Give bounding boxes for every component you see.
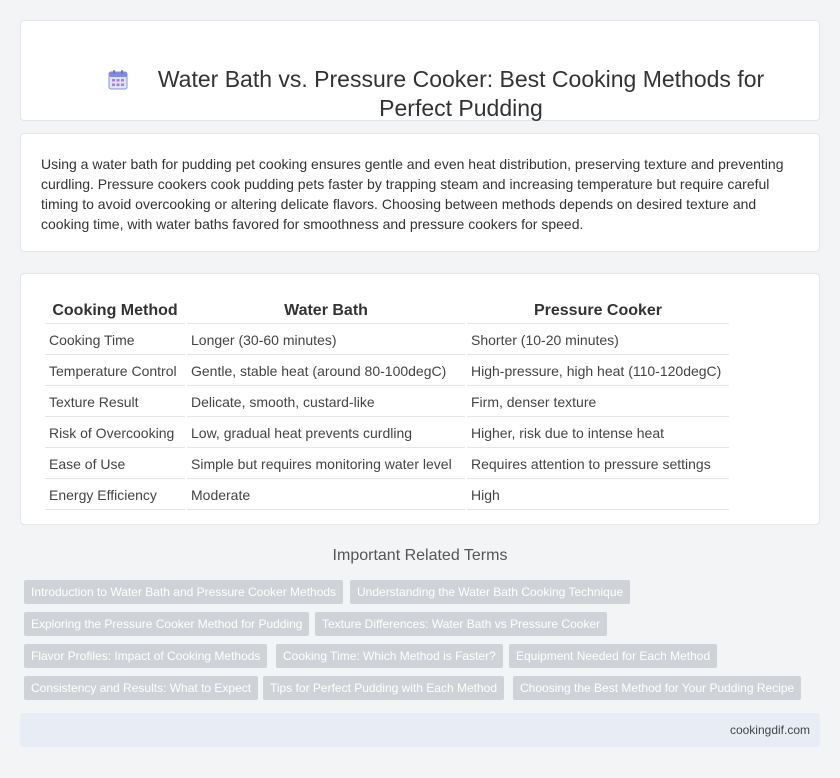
pressure-cooker-cell: Firm, denser texture (467, 388, 729, 417)
table-row (45, 357, 729, 386)
comparison-table (43, 296, 731, 512)
related-term-tag[interactable]: Texture Differences: Water Bath vs Pressure Cooker (315, 612, 607, 636)
water-bath-cell: Longer (30-60 minutes) (187, 326, 465, 355)
water-bath-cell: Low, gradual heat prevents curdling (187, 419, 465, 448)
water-bath-cell: Simple but requires monitoring water level (187, 450, 465, 479)
comparison-card (20, 273, 820, 525)
table-row (45, 481, 729, 510)
page-title: Water Bath vs. Pressure Cooker: Best Cooking Methods for Perfect Pudding (157, 66, 765, 121)
table-row (45, 388, 729, 417)
row-label: Ease of Use (45, 450, 185, 479)
intro-paragraph: Using a water bath for pudding pet cooking ensures gentle and even heat distribution, preserving texture and preventing curdling. Pressure cookers cook pudding pets faster by trapping steam and increasing temperature but require careful timing to avoid overcooking or altering delicate flavors. Choosing between methods depends on desired texture and cooking time, with water baths favored for smoothness and pressure cookers for speed. (41, 156, 784, 232)
row-label: Energy Efficiency (45, 481, 185, 510)
related-term-tag[interactable]: Tips for Perfect Pudding with Each Method (263, 676, 504, 700)
pressure-cooker-cell: High-pressure, high heat (110-120degC) (467, 357, 729, 386)
pressure-cooker-cell: High (467, 481, 729, 510)
related-term-tag[interactable]: Consistency and Results: What to Expect (24, 676, 258, 700)
table-row (45, 450, 729, 479)
pressure-cooker-cell: Higher, risk due to intense heat (467, 419, 729, 448)
footer-site-link[interactable]: cookingdif.com (729, 723, 810, 737)
pressure-cooker-cell: Requires attention to pressure settings (467, 450, 729, 479)
related-term-tag[interactable]: Understanding the Water Bath Cooking Technique (350, 580, 630, 604)
row-label: Texture Result (45, 388, 185, 417)
water-bath-cell: Gentle, stable heat (around 80-100degC) (187, 357, 465, 386)
row-label: Risk of Overcooking (45, 419, 185, 448)
header-pressure-cooker: Pressure Cooker (467, 298, 729, 324)
related-term-tag[interactable]: Cooking Time: Which Method is Faster? (276, 644, 503, 668)
title-card (20, 20, 820, 121)
water-bath-cell: Moderate (187, 481, 465, 510)
row-label: Cooking Time (45, 326, 185, 355)
table-header-row (45, 298, 729, 324)
calendar-icon (107, 69, 129, 91)
row-label: Temperature Control (45, 357, 185, 386)
water-bath-cell: Delicate, smooth, custard-like (187, 388, 465, 417)
related-term-tag[interactable]: Exploring the Pressure Cooker Method for Pudding (24, 612, 309, 636)
related-terms-title: Important Related Terms (332, 547, 508, 564)
table-row (45, 419, 729, 448)
footer (20, 713, 820, 747)
related-term-tag[interactable]: Flavor Profiles: Impact of Cooking Methods (24, 644, 267, 668)
related-term-tag[interactable]: Equipment Needed for Each Method (509, 644, 717, 668)
related-term-tag[interactable]: Choosing the Best Method for Your Pudding Recipe (513, 676, 801, 700)
header-water-bath: Water Bath (187, 298, 465, 324)
intro-card (20, 133, 820, 252)
pressure-cooker-cell: Shorter (10-20 minutes) (467, 326, 729, 355)
related-term-tag[interactable]: Introduction to Water Bath and Pressure Cooker Methods (24, 580, 343, 604)
table-row (45, 326, 729, 355)
header-cooking-method: Cooking Method (45, 298, 185, 324)
